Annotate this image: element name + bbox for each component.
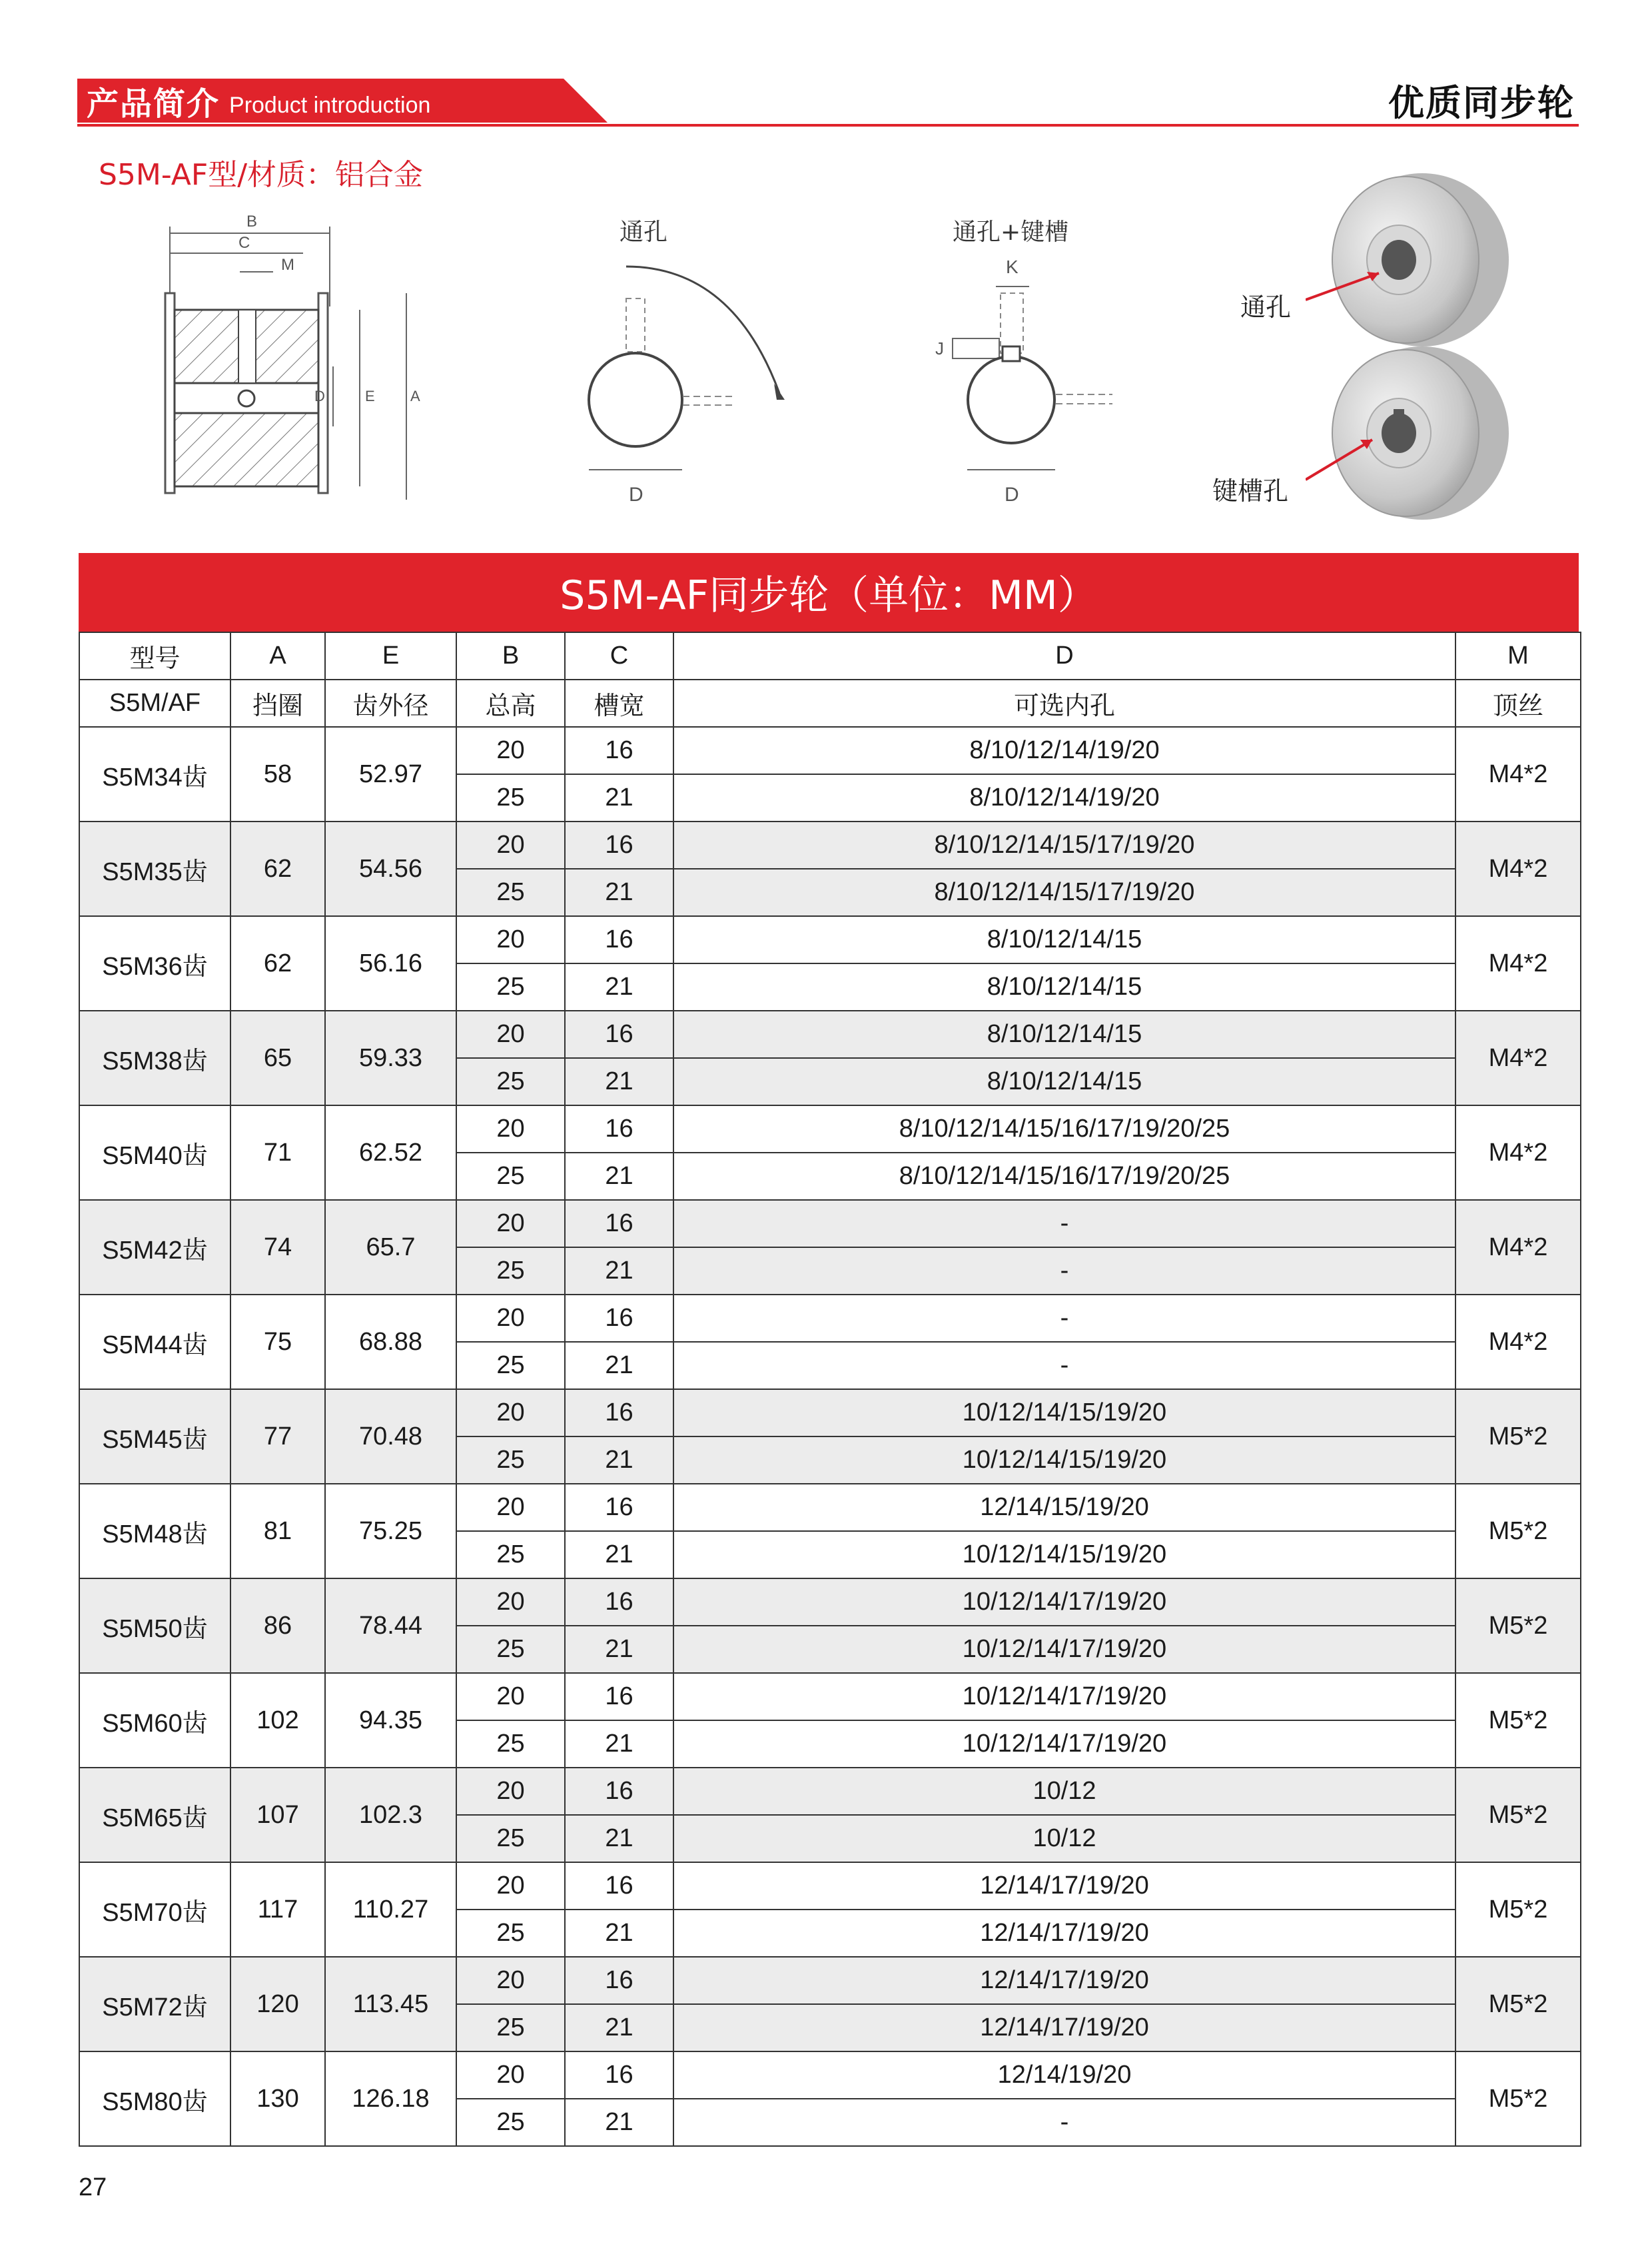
cell-model: S5M35齿 xyxy=(79,822,230,916)
cell-m: M4*2 xyxy=(1455,822,1581,916)
cell-a: 107 xyxy=(230,1768,325,1862)
cell-model: S5M80齿 xyxy=(79,2051,230,2146)
cell-b: 25 xyxy=(456,869,565,916)
cell-e: 102.3 xyxy=(325,1768,456,1862)
cell-b: 20 xyxy=(456,1295,565,1342)
cell-d: 10/12/14/17/19/20 xyxy=(673,1720,1455,1768)
cell-a: 86 xyxy=(230,1578,325,1673)
cell-model: S5M34齿 xyxy=(79,727,230,822)
photo-label-through-hole: 通孔 xyxy=(1240,292,1292,322)
cell-b: 25 xyxy=(456,1247,565,1295)
cell-a: 117 xyxy=(230,1862,325,1957)
cell-d: - xyxy=(673,1295,1455,1342)
cell-e: 78.44 xyxy=(325,1578,456,1673)
cell-d: 8/10/12/14/19/20 xyxy=(673,727,1455,774)
cell-b: 25 xyxy=(456,1436,565,1484)
keyway-drawing xyxy=(926,207,1152,513)
cell-m: M4*2 xyxy=(1455,727,1581,822)
cell-c: 16 xyxy=(565,822,673,869)
cell-c: 21 xyxy=(565,1910,673,1957)
cell-e: 94.35 xyxy=(325,1673,456,1768)
cell-c: 21 xyxy=(565,2099,673,2146)
cell-b: 20 xyxy=(456,1578,565,1626)
header-model: 型号 xyxy=(79,632,230,680)
table-row xyxy=(79,1011,1581,1058)
cell-m: M5*2 xyxy=(1455,1768,1581,1862)
cell-d: 8/10/12/14/15/16/17/19/20/25 xyxy=(673,1105,1455,1153)
table-row xyxy=(79,2051,1581,2099)
cell-e: 59.33 xyxy=(325,1011,456,1105)
product-photo xyxy=(1306,167,1519,526)
cell-model: S5M48齿 xyxy=(79,1484,230,1578)
header-title xyxy=(87,79,430,123)
cell-c: 21 xyxy=(565,869,673,916)
cell-c: 21 xyxy=(565,1436,673,1484)
cell-b: 25 xyxy=(456,1153,565,1200)
cell-c: 16 xyxy=(565,916,673,963)
cell-c: 21 xyxy=(565,1058,673,1105)
cell-model: S5M42齿 xyxy=(79,1200,230,1295)
cell-a: 58 xyxy=(230,727,325,822)
cell-a: 74 xyxy=(230,1200,325,1295)
cell-m: M4*2 xyxy=(1455,1200,1581,1295)
cell-model: S5M50齿 xyxy=(79,1578,230,1673)
cell-b: 20 xyxy=(456,1768,565,1815)
cell-d: 10/12/14/17/19/20 xyxy=(673,1626,1455,1673)
cell-d: 12/14/17/19/20 xyxy=(673,1957,1455,2004)
cell-c: 16 xyxy=(565,1862,673,1910)
cell-e: 65.7 xyxy=(325,1200,456,1295)
cell-e: 113.45 xyxy=(325,1957,456,2051)
cell-c: 16 xyxy=(565,1389,673,1436)
product-subtitle: S5M-AF型/材质：铝合金 xyxy=(99,158,424,192)
cell-c: 16 xyxy=(565,1200,673,1247)
header-b-sub: 总高 xyxy=(456,680,565,727)
through-hole-d-label: D xyxy=(629,484,643,506)
cell-a: 120 xyxy=(230,1957,325,2051)
cell-b: 20 xyxy=(456,916,565,963)
cell-b: 20 xyxy=(456,1200,565,1247)
cell-c: 16 xyxy=(565,1578,673,1626)
header-c: C xyxy=(565,632,673,680)
cell-model: S5M45齿 xyxy=(79,1389,230,1484)
header-title-cn: 产品简介 xyxy=(87,85,220,123)
cell-d: 8/10/12/14/15/17/19/20 xyxy=(673,869,1455,916)
cell-a: 71 xyxy=(230,1105,325,1200)
dim-label-d: D xyxy=(314,388,325,404)
cell-model: S5M40齿 xyxy=(79,1105,230,1200)
cell-c: 21 xyxy=(565,1626,673,1673)
cell-d: 12/14/17/19/20 xyxy=(673,2004,1455,2051)
cell-c: 21 xyxy=(565,1247,673,1295)
cell-b: 25 xyxy=(456,1058,565,1105)
cell-a: 77 xyxy=(230,1389,325,1484)
cell-a: 81 xyxy=(230,1484,325,1578)
cell-d: 12/14/17/19/20 xyxy=(673,1910,1455,1957)
cell-e: 54.56 xyxy=(325,822,456,916)
table-row xyxy=(79,1105,1581,1153)
cell-b: 20 xyxy=(456,1673,565,1720)
cell-m: M5*2 xyxy=(1455,1578,1581,1673)
spec-table xyxy=(79,632,1581,2147)
cell-b: 25 xyxy=(456,774,565,822)
keyway-d-label: D xyxy=(1005,484,1019,506)
cell-model: S5M65齿 xyxy=(79,1768,230,1862)
header-b: B xyxy=(456,632,565,680)
cell-d: 12/14/19/20 xyxy=(673,2051,1455,2099)
cell-model: S5M38齿 xyxy=(79,1011,230,1105)
cell-a: 62 xyxy=(230,916,325,1011)
cell-c: 16 xyxy=(565,1957,673,2004)
table-row xyxy=(79,727,1581,774)
cell-d: 10/12/14/15/19/20 xyxy=(673,1436,1455,1484)
cell-d: 10/12/14/17/19/20 xyxy=(673,1578,1455,1626)
cell-b: 25 xyxy=(456,1626,565,1673)
cell-m: M4*2 xyxy=(1455,1011,1581,1105)
cell-e: 75.25 xyxy=(325,1484,456,1578)
cell-b: 20 xyxy=(456,1957,565,2004)
header-c-sub: 槽宽 xyxy=(565,680,673,727)
cell-m: M5*2 xyxy=(1455,2051,1581,2146)
cell-model: S5M60齿 xyxy=(79,1673,230,1768)
table-row xyxy=(79,1768,1581,1815)
cell-e: 62.52 xyxy=(325,1105,456,1200)
cell-b: 25 xyxy=(456,963,565,1011)
table-body xyxy=(79,727,1581,2146)
table-row xyxy=(79,822,1581,869)
cell-m: M5*2 xyxy=(1455,1389,1581,1484)
cell-c: 21 xyxy=(565,2004,673,2051)
dim-label-c: C xyxy=(238,234,250,252)
keyway-k-label: K xyxy=(1006,257,1019,277)
cell-b: 20 xyxy=(456,1011,565,1058)
cell-c: 21 xyxy=(565,1342,673,1389)
header-a: A xyxy=(230,632,325,680)
through-hole-title: 通孔 xyxy=(620,219,668,246)
cell-b: 20 xyxy=(456,727,565,774)
dim-label-b: B xyxy=(246,213,258,231)
cell-b: 20 xyxy=(456,1105,565,1153)
cell-c: 21 xyxy=(565,963,673,1011)
header-e: E xyxy=(325,632,456,680)
cell-m: M4*2 xyxy=(1455,1105,1581,1200)
cell-b: 20 xyxy=(456,1862,565,1910)
cell-b: 20 xyxy=(456,822,565,869)
cell-e: 70.48 xyxy=(325,1389,456,1484)
table-row xyxy=(79,1295,1581,1342)
cell-b: 20 xyxy=(456,2051,565,2099)
cell-d: 8/10/12/14/15 xyxy=(673,1058,1455,1105)
cell-c: 16 xyxy=(565,727,673,774)
cell-m: M4*2 xyxy=(1455,1295,1581,1389)
cell-b: 25 xyxy=(456,1720,565,1768)
cell-c: 16 xyxy=(565,1105,673,1153)
cell-b: 25 xyxy=(456,1531,565,1578)
cell-c: 21 xyxy=(565,1720,673,1768)
header-m-sub: 顶丝 xyxy=(1455,680,1581,727)
cell-d: 10/12 xyxy=(673,1768,1455,1815)
header-d-sub: 可选内孔 xyxy=(673,680,1455,727)
cell-a: 130 xyxy=(230,2051,325,2146)
cell-d: - xyxy=(673,1342,1455,1389)
cell-d: - xyxy=(673,1200,1455,1247)
cell-d: 8/10/12/14/15 xyxy=(673,963,1455,1011)
dim-label-e: E xyxy=(365,388,375,404)
cell-m: M5*2 xyxy=(1455,1957,1581,2051)
cell-d: - xyxy=(673,1247,1455,1295)
table-title: S5M-AF同步轮（单位：MM） xyxy=(79,553,1579,632)
header-m: M xyxy=(1455,632,1581,680)
page-number: 27 xyxy=(79,2173,107,2201)
cell-model: S5M72齿 xyxy=(79,1957,230,2051)
cross-section-drawing xyxy=(140,207,466,513)
cell-a: 62 xyxy=(230,822,325,916)
cell-d: 8/10/12/14/15/16/17/19/20/25 xyxy=(673,1153,1455,1200)
cell-b: 25 xyxy=(456,2099,565,2146)
cell-b: 25 xyxy=(456,2004,565,2051)
table-header-row-top xyxy=(79,632,1581,680)
cell-b: 20 xyxy=(456,1484,565,1531)
cell-e: 126.18 xyxy=(325,2051,456,2146)
header-divider xyxy=(77,124,1579,127)
cell-c: 21 xyxy=(565,1153,673,1200)
cell-d: 10/12 xyxy=(673,1815,1455,1862)
cell-model: S5M36齿 xyxy=(79,916,230,1011)
cell-d: 8/10/12/14/15 xyxy=(673,1011,1455,1058)
cell-a: 65 xyxy=(230,1011,325,1105)
table-header-row-bottom xyxy=(79,680,1581,727)
cell-d: 10/12/14/17/19/20 xyxy=(673,1673,1455,1720)
cell-d: 8/10/12/14/15/17/19/20 xyxy=(673,822,1455,869)
cell-m: M5*2 xyxy=(1455,1673,1581,1768)
cell-a: 102 xyxy=(230,1673,325,1768)
header-model-sub: S5M/AF xyxy=(79,680,230,727)
header-title-en: Product introduction xyxy=(229,92,431,118)
cell-c: 16 xyxy=(565,1768,673,1815)
through-hole-drawing xyxy=(566,207,806,513)
cell-c: 16 xyxy=(565,2051,673,2099)
keyway-title: 通孔+键槽 xyxy=(953,219,1069,246)
cell-m: M5*2 xyxy=(1455,1862,1581,1957)
table-row xyxy=(79,1673,1581,1720)
header-d: D xyxy=(673,632,1455,680)
cell-c: 16 xyxy=(565,1484,673,1531)
cell-e: 52.97 xyxy=(325,727,456,822)
cell-c: 16 xyxy=(565,1011,673,1058)
cell-model: S5M44齿 xyxy=(79,1295,230,1389)
table-row xyxy=(79,1957,1581,2004)
cell-d: 10/12/14/15/19/20 xyxy=(673,1531,1455,1578)
table-row xyxy=(79,1578,1581,1626)
cell-d: 8/10/12/14/15 xyxy=(673,916,1455,963)
keyway-j-label: J xyxy=(935,338,944,358)
cell-d: 12/14/17/19/20 xyxy=(673,1862,1455,1910)
cell-e: 68.88 xyxy=(325,1295,456,1389)
cell-m: M5*2 xyxy=(1455,1484,1581,1578)
cell-c: 16 xyxy=(565,1673,673,1720)
header-e-sub: 齿外径 xyxy=(325,680,456,727)
table-row xyxy=(79,1484,1581,1531)
cell-c: 21 xyxy=(565,774,673,822)
header-right-title: 优质同步轮 xyxy=(1388,82,1575,124)
cell-b: 20 xyxy=(456,1389,565,1436)
header-a-sub: 挡圈 xyxy=(230,680,325,727)
cell-b: 25 xyxy=(456,1910,565,1957)
cell-d: - xyxy=(673,2099,1455,2146)
photo-label-keyway-hole: 键槽孔 xyxy=(1212,476,1289,506)
cell-e: 110.27 xyxy=(325,1862,456,1957)
table-row xyxy=(79,1862,1581,1910)
dim-label-a: A xyxy=(410,388,420,404)
cell-d: 10/12/14/15/19/20 xyxy=(673,1389,1455,1436)
table-row xyxy=(79,1389,1581,1436)
cell-d: 12/14/15/19/20 xyxy=(673,1484,1455,1531)
cell-c: 21 xyxy=(565,1815,673,1862)
cell-d: 8/10/12/14/19/20 xyxy=(673,774,1455,822)
table-row xyxy=(79,916,1581,963)
table-row xyxy=(79,1200,1581,1247)
cell-model: S5M70齿 xyxy=(79,1862,230,1957)
cell-c: 16 xyxy=(565,1295,673,1342)
cell-a: 75 xyxy=(230,1295,325,1389)
cell-b: 25 xyxy=(456,1815,565,1862)
cell-b: 25 xyxy=(456,1342,565,1389)
cell-c: 21 xyxy=(565,1531,673,1578)
cell-m: M4*2 xyxy=(1455,916,1581,1011)
dim-label-m: M xyxy=(281,256,294,274)
cell-e: 56.16 xyxy=(325,916,456,1011)
